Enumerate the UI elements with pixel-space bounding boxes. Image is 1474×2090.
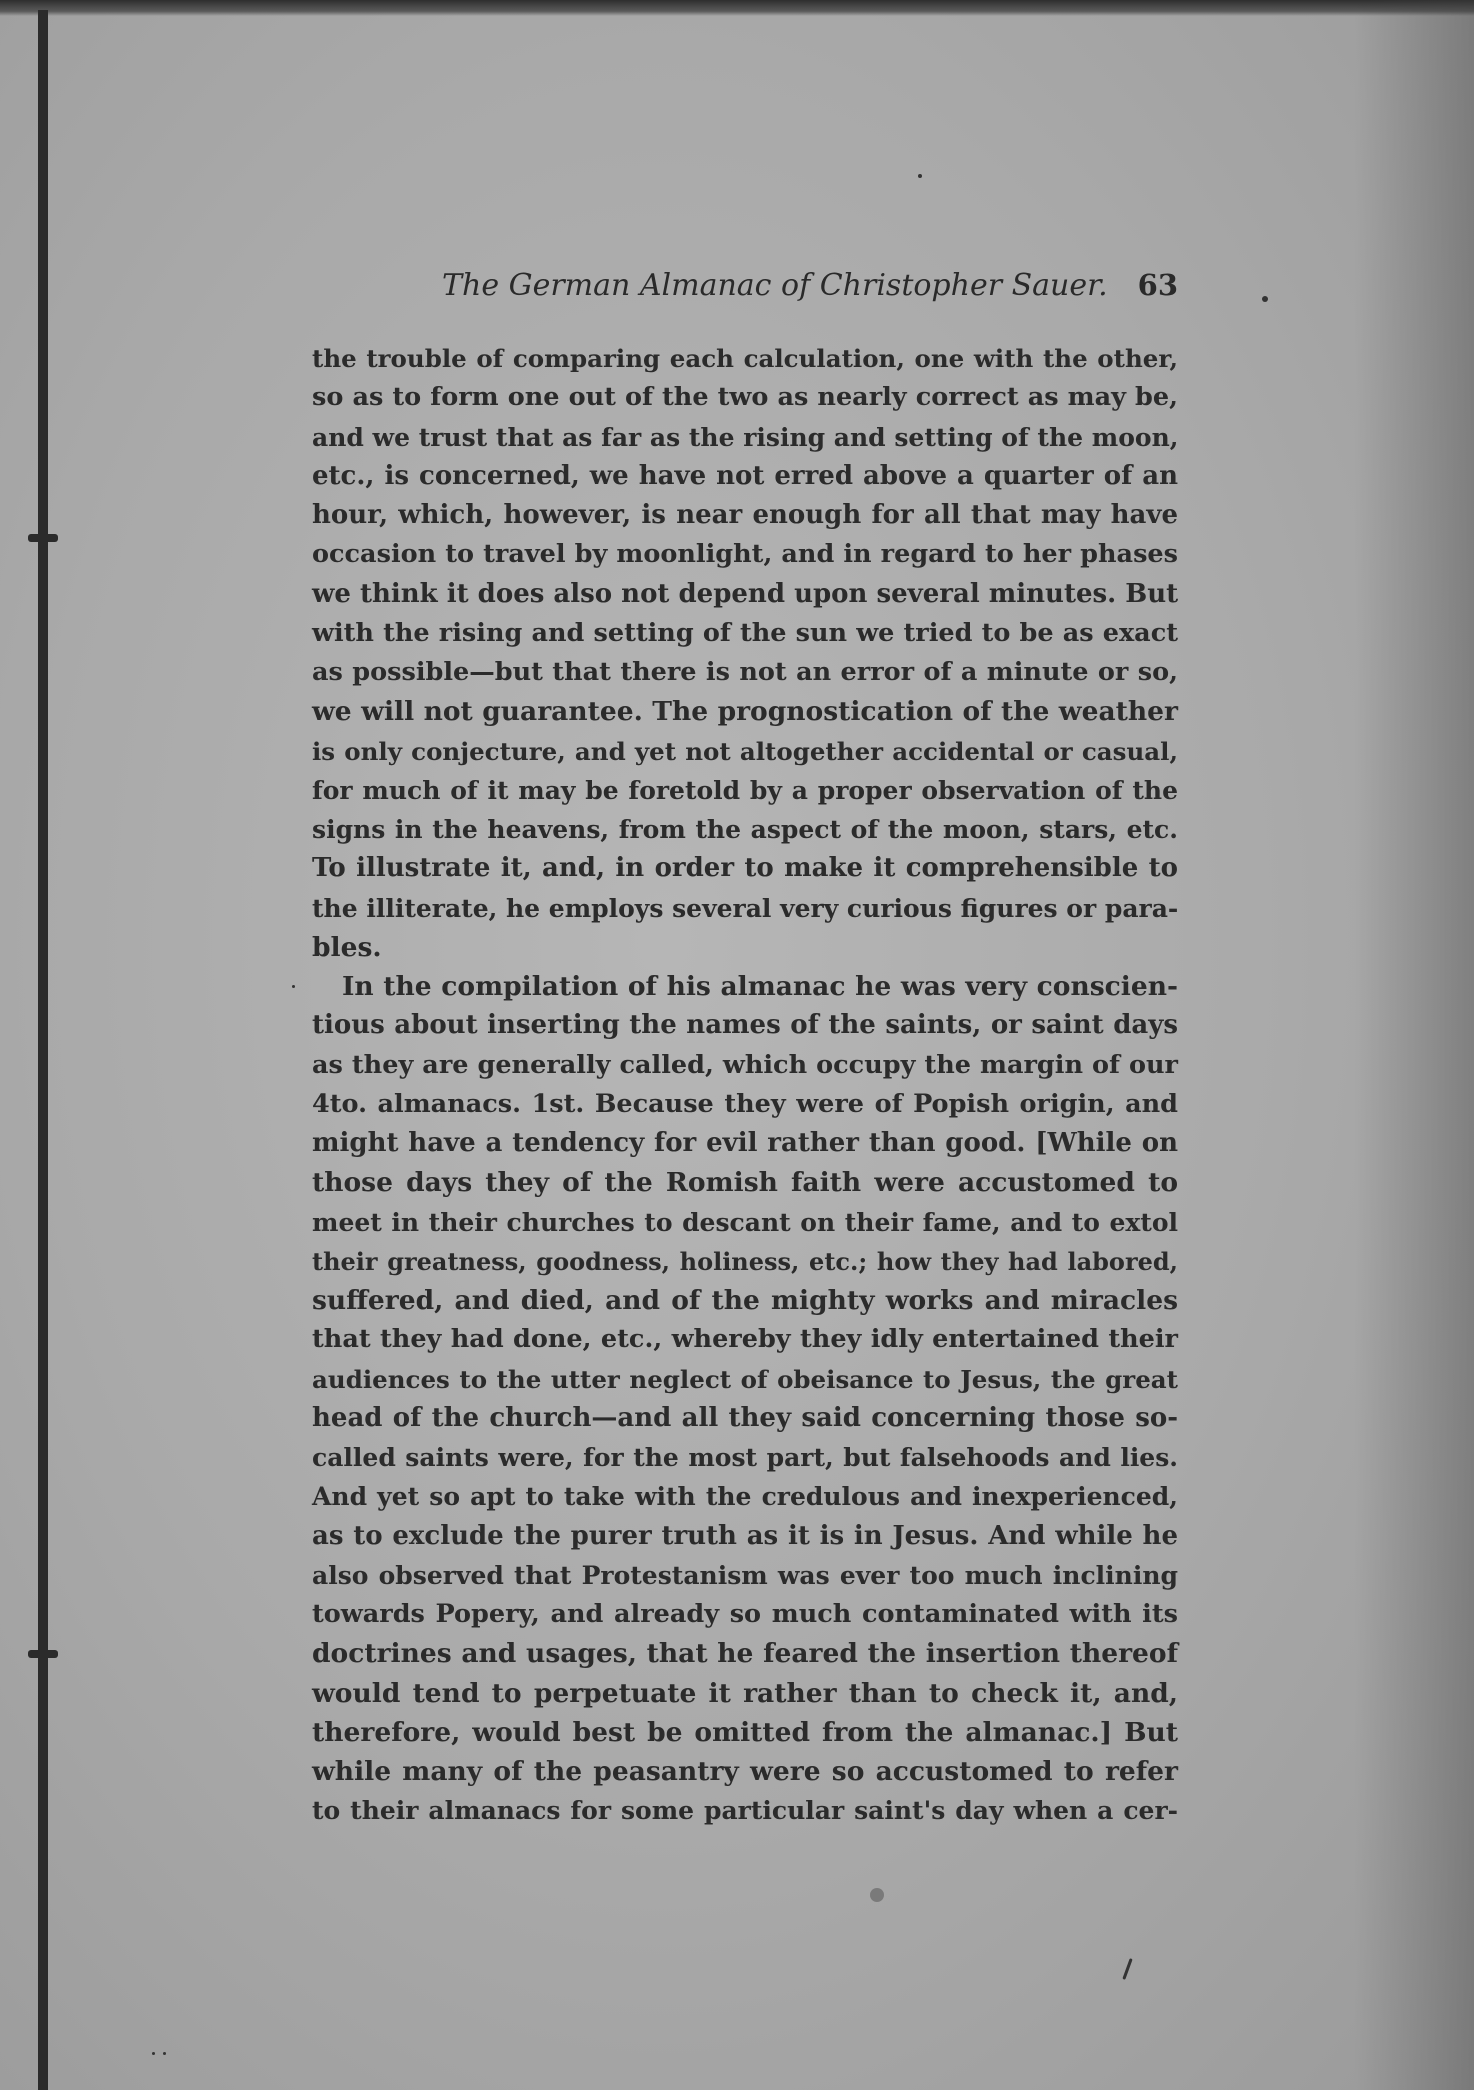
page-number: 63 bbox=[1137, 268, 1178, 302]
text-line: bles. bbox=[312, 931, 382, 963]
ink-speck bbox=[1262, 296, 1268, 302]
text-line: might have a tendency for evil rather than good. [While on bbox=[312, 1128, 1178, 1158]
text-line: etc., is concerned, we have not erred above a quarter of an bbox=[312, 460, 1178, 491]
text-line: doctrines and usages, that he feared the insertion thereof bbox=[312, 1638, 1178, 1670]
ink-speck bbox=[163, 2052, 166, 2055]
text-line: while many of the peasantry were so accustomed to refer bbox=[312, 1756, 1178, 1787]
text-line: the illiterate, he employs several very curious figures or para- bbox=[312, 893, 1179, 923]
ink-speck bbox=[1122, 1958, 1132, 1980]
text-line: 4to. almanacs. 1st. Because they were of Popish origin, and bbox=[312, 1088, 1178, 1119]
ink-speck bbox=[918, 174, 922, 178]
text-line: the trouble of comparing each calculation, one with the other, bbox=[312, 344, 1178, 373]
text-line: as they are generally called, which occupy the margin of our bbox=[312, 1049, 1178, 1080]
text-line: head of the church—and all they said concerning those so- bbox=[312, 1402, 1178, 1433]
binding-notch bbox=[28, 1650, 58, 1658]
text-line: suffered, and died, and of the mighty works and miracles bbox=[312, 1285, 1178, 1316]
text-line: hour, which, however, is near enough for all that may have bbox=[312, 500, 1178, 530]
text-line: as possible—but that there is not an error of a minute or so, bbox=[312, 657, 1178, 687]
text-line: therefore, would best be omitted from the almanac.] But bbox=[312, 1716, 1178, 1748]
text-line: with the rising and setting of the sun we tried to be as exact bbox=[312, 617, 1178, 648]
text-line: called saints were, for the most part, but falsehoods and lies. bbox=[312, 1443, 1178, 1472]
text-line: to their almanacs for some particular saint's day when a cer- bbox=[312, 1796, 1178, 1826]
page-top-edge bbox=[0, 0, 1474, 16]
body-text bbox=[312, 339, 1178, 1831]
running-title: The German Almanac of Christopher Sauer. bbox=[442, 268, 1108, 303]
text-line: for much of it may be foretold by a proper observation of the bbox=[312, 775, 1178, 805]
text-line: also observed that Protestanism was ever too much inclining bbox=[312, 1560, 1178, 1590]
text-line: we think it does also not depend upon several minutes. But bbox=[312, 578, 1179, 609]
text-line: as to exclude the purer truth as it is in Jesus. And while he bbox=[312, 1520, 1178, 1551]
paragraph-first-line: In the compilation of his almanac he was very conscien- bbox=[342, 971, 1178, 1002]
text-line: would tend to perpetuate it rather than to check it, and, bbox=[312, 1677, 1178, 1709]
text-line: audiences to the utter neglect of obeisance to Jesus, the great bbox=[312, 1364, 1178, 1394]
binding-notch bbox=[28, 534, 58, 542]
text-line: signs in the heavens, from the aspect of the moon, stars, etc. bbox=[312, 815, 1178, 844]
text-line: towards Popery, and already so much contaminated with its bbox=[312, 1599, 1178, 1629]
binding-rule bbox=[38, 10, 48, 2090]
text-line: tious about inserting the names of the saints, or saint days bbox=[312, 1010, 1178, 1041]
text-line: that they had done, etc., whereby they idly entertained their bbox=[312, 1324, 1178, 1355]
ink-speck bbox=[292, 985, 295, 988]
text-line: To illustrate it, and, in order to make it comprehensible to bbox=[312, 853, 1178, 884]
ink-speck bbox=[152, 2052, 155, 2055]
text-line: occasion to travel by moonlight, and in regard to her phases bbox=[312, 539, 1178, 570]
text-line: is only conjecture, and yet not altogether accidental or casual, bbox=[312, 736, 1178, 766]
text-line: And yet so apt to take with the credulous and inexperienced, bbox=[312, 1482, 1178, 1512]
text-line: meet in their churches to descant on their fame, and to extol bbox=[312, 1207, 1178, 1237]
text-line: those days they of the Romish faith were accustomed to bbox=[312, 1167, 1178, 1199]
page-edge-shadow bbox=[1354, 0, 1474, 2090]
running-header bbox=[312, 268, 1178, 312]
text-line: their greatness, goodness, holiness, etc.; how they had labored, bbox=[312, 1246, 1178, 1276]
text-line: so as to form one out of the two as nearly correct as may be, bbox=[312, 382, 1178, 413]
text-line: we will not guarantee. The prognostication of the weather bbox=[312, 696, 1178, 728]
text-line: and we trust that as far as the rising and setting of the moon, bbox=[312, 422, 1179, 452]
ink-speck bbox=[870, 1888, 884, 1902]
